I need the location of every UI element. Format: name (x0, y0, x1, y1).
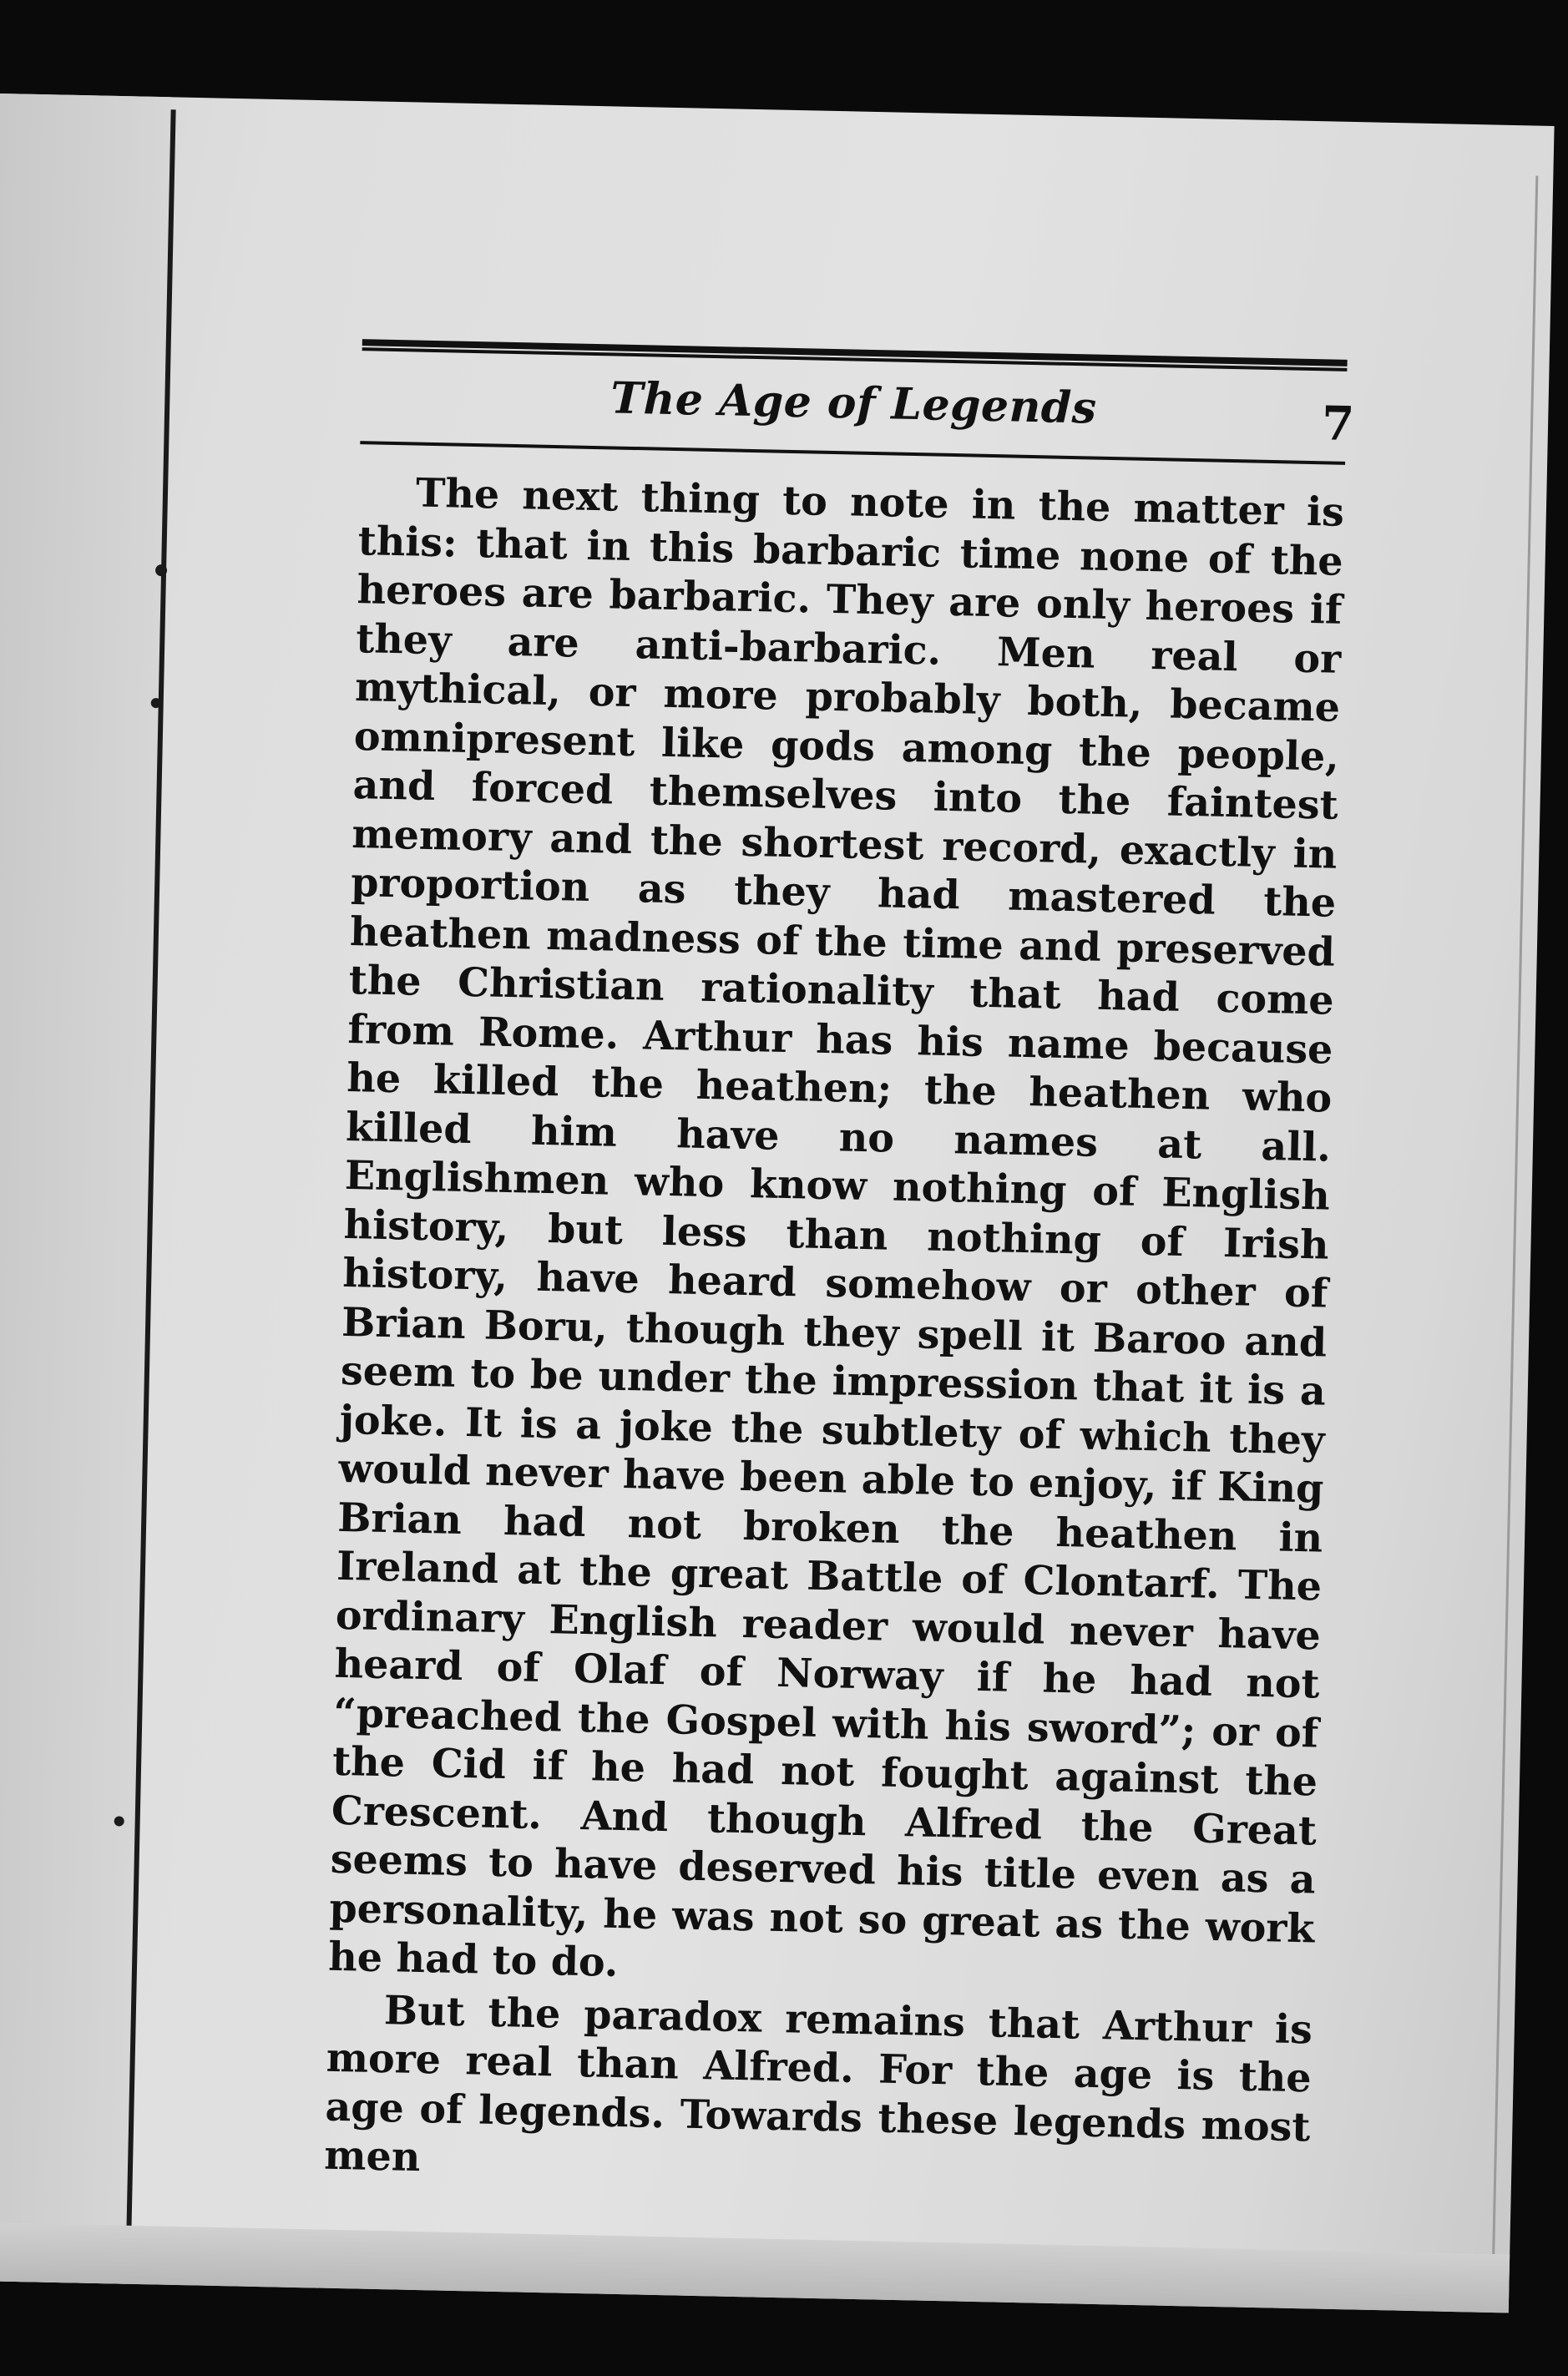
book-page (0, 94, 1555, 2313)
page-number: 7 (1321, 396, 1355, 452)
page-content (323, 339, 1355, 2201)
page-header (361, 367, 1355, 455)
page-right-edge (1492, 176, 1538, 2263)
header-double-rule (362, 339, 1348, 372)
paragraph: The next thing to note in the matter is this: that in this barbaric time none of the heroes are barbaric. They are only heroes if they are anti-barbaric. Men real or mythical, or more probably both, became omnipresent like gods among the people, and forced themselves into the faintest memory and the shortest record, exactly in proportion as they had mastered the heathen madness of the time and preserved the Christian rationality that had come from Rome. Arthur has his name because he killed the heathen; the heathen who killed him have no names at all. Englishmen who know nothing of English history, but less than nothing of Irish history, have heard somehow or other of Brian Boru, though they spell it Baroo and seem to be under the impression that it is a joke. It is a joke the subtlety of which they would never have been able to enjoy, if King Brian had not broken the heathen in Ireland at the great Battle of Clontarf. The ordinary English reader would never have heard of Olaf of Norway if he had not “preached the Gospel with his sword”; or of the Cid if he had not fought against the Crescent. And though Alfred the Great seems to have deserved his title even as a personality, he was not so great as the work he had to do. (327, 469, 1345, 1986)
body-text (324, 468, 1345, 2201)
paragraph: But the paradox remains that Arthur is more real than Alfred. For the age is the age of legends. Towards these legends most men (323, 1986, 1313, 2181)
running-head: The Age of Legends (609, 372, 1098, 434)
facing-page-edge (0, 94, 171, 2284)
page-bottom-edge (0, 2222, 1510, 2313)
